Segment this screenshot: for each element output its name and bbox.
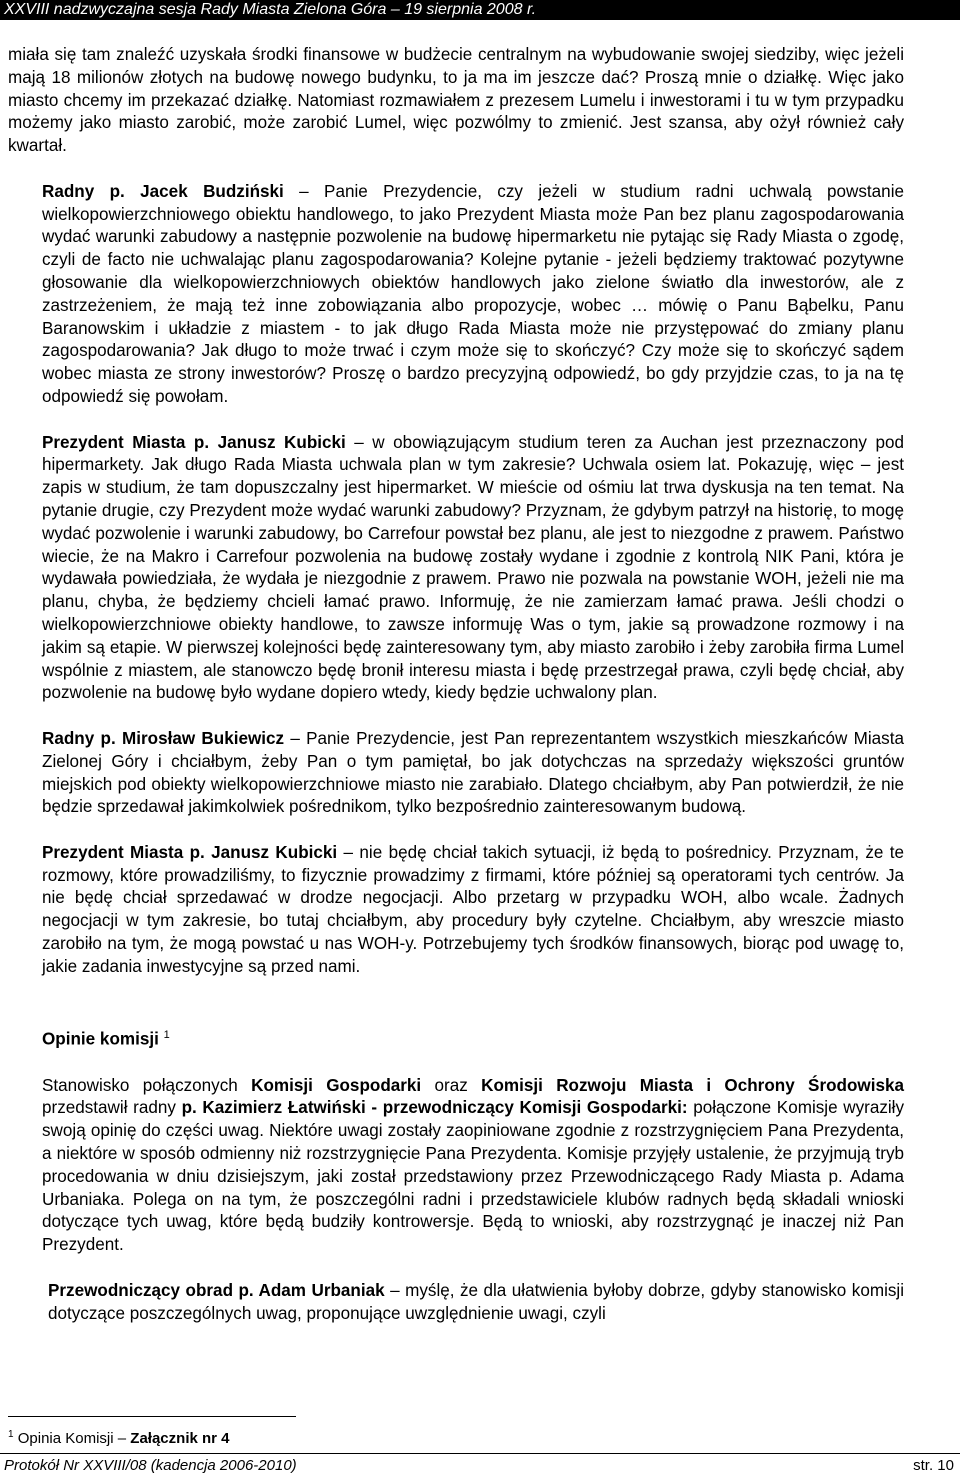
section-title: Opinie komisji: [42, 1029, 159, 1049]
paragraph-commission-opinion: [8, 1075, 904, 1257]
page-header: [0, 0, 960, 20]
text: oraz: [434, 1075, 468, 1095]
speaker-name: Prezydent Miasta p. Janusz Kubicki: [42, 432, 346, 452]
speaker-name: p. Kazimierz Łatwiński - przewodniczący Komisji Gospodarki:: [181, 1098, 688, 1118]
footnote-divider: [8, 1416, 296, 1417]
commission-name: Komisji Rozwoju Miasta i Ochrony Środowiska: [481, 1075, 904, 1095]
protocol-number: Protokół Nr XXVIII/08 (kadencja 2006-2010): [4, 1457, 297, 1474]
text: przedstawił radny: [42, 1098, 176, 1118]
page-number: str. 10: [913, 1457, 954, 1474]
speech-text: – w obowiązującym studium teren za Auchan jest przeznaczony pod hipermarkety. Jak długo Rada Miasta uchwala plan w tym zakresie? Uchwala osiem lat. Pokazuję, więc – jest zapis w studium, że tam dopuszczalny jest hipermarket. W mieście od ośmiu lat trwa dyskusja na ten temat. Na pytanie drugie, czy Prezydent może wydać warunki zabudowy? Przyznam, że gdybym patrzył na historię, to mogę wydać pozwolenie i warunki zabudowy, bo Carrefour powstał bez planu, ale jest to niezgodne z prawem. Państwo wiecie, że na Makro i Carrefour pozwolenia na budowę zostały wydane i zgodnie z kontrolą NIK Pani, która je wydawała powiedziała, że wydała je niezgodnie z prawem. Prawo nie pozwala na powstanie WOH, jeżeli nie ma planu, chyba, że będziemy chcieli łamać prawo. Informuję, że nie zamierzam łamać prawa. Jeśli chodzi o wielkopowierzchniowe obiekty handlowe, to zawsze informuję Was o tym, jakie są prowadzone rozmowy i na jakim są etapie. W pierwszej kolejności będę zainteresowany tym, aby miasto zarobiło i żeby zarobiła firma Lumel wspólnie z miastem, ale stanowczo będę bronił interesu miasta i będę przestrzegał prawa, czyli będę chciał, aby pozwolenie na budowę było wydane dopiero wtedy, kiedy będzie uchwalony plan.: [42, 432, 904, 703]
footnote-number: 1: [8, 1429, 14, 1440]
footnote-attachment: Załącznik nr 4: [130, 1430, 230, 1447]
page-footer: [4, 1456, 954, 1475]
speaker-name: Prezydent Miasta p. Janusz Kubicki: [42, 842, 338, 862]
speech-text: – Panie Prezydencie, czy jeżeli w studium radni uchwalą powstanie wielkopowierzchniowego obiektu handlowego, to jako Prezydent Miasta może Pan bez planu zagospodarowania wydać warunki zabudowy a następnie pozwolenie na budowę hipermarketu nie pytając się Rady Miasta o zgodę, czyli de facto nie uchwalając planu zagospodarowania? Kolejne pytanie - jeżeli będziemy traktować pozytywne głosowanie dla wielkopowierzchniowych obiektów handlowych jako zielone światło dla inwestorów, ale z zastrzeżeniem, że mają też inne zobowiązania albo propozycje, wobec … mówię o Panu Bąbelku, Panu Baranowskim i układzie z miastem - to jak długo Rada Miasta może nie przystępować do zmiany planu zagospodarowania? Jak długo to może trwać i czym może się to skończyć? Czy może się to skończyć sądem wobec miasta ze strony inwestorów? Proszę o bardzo precyzyjną odpowiedź, bo gdy przyjdzie czas, to ja na tę odpowiedź się powołam.: [42, 181, 904, 406]
document-body: [8, 44, 904, 1325]
paragraph-kubicki-1: [8, 432, 904, 706]
footer-divider: [0, 1453, 960, 1454]
section-heading: [8, 1024, 904, 1051]
speaker-name: Przewodniczący obrad p. Adam Urbaniak: [48, 1280, 385, 1300]
speech-text: – nie będę chciał takich sytuacji, iż będą to pośrednicy. Przyznam, że te rozmowy, które prowadziliśmy, to fizycznie prowadzimy z firmami, które później są operatorami tych centrów. Ja nie będę chciał sprzedawać w drodze negocjacji. Albo przetarg w przypadku WOH, albo wcale. Żadnych negocjacji w tym zakresie, bo tutaj chciałbym, aby procedury były czytelne. Chciałbym, aby wreszcie miasto zarobiło na tym, że mogą powstać u nas WOH-y. Potrzebujemy tych środków finansowych, biorąc pod uwagę to, jakie zadania inwestycyjne są przed nami.: [42, 842, 905, 976]
session-title: XXVIII nadzwyczajna sesja Rady Miasta Zielona Góra – 19 sierpnia 2008 r.: [4, 1, 537, 18]
paragraph-bukiewicz: [8, 728, 904, 819]
speech-text: połączone Komisje wyraziły swoją opinię do części uwag. Niektóre uwagi zostały zaopiniowane zgodnie z rozstrzygnięciem Pana Prezydenta, a niektóre w sposób odmienny niż rozstrzygnięcie Pana Prezydenta. Komisje przyjęły ustalenie, że przyjmują tryb procedowania w dniu dzisiejszym, jaki został przedstawiony przez Przewodniczącego Rady Miasta p. Adama Urbaniaka. Polega on na tym, że poszczególni radni i przedstawiciele klubów radnych będą składali wnioski dotyczące tych uwag, które będą budziły kontrowersje. Będą to wnioski, aby rozstrzygnąć je inaczej niż Pan Prezydent.: [42, 1098, 905, 1255]
footnote: [8, 1426, 230, 1448]
text: Stanowisko połączonych: [42, 1075, 238, 1095]
speaker-name: Radny p. Jacek Budziński: [42, 181, 284, 201]
speech-text: – myślę, że dla ułatwienia byłoby dobrze, gdyby stanowisko komisji dotyczące poszczególnych uwag, proponujące uwzględnienie uwagi, czyli: [48, 1280, 905, 1323]
commission-name: Komisji Gospodarki: [251, 1075, 422, 1095]
footnote-ref: 1: [163, 1029, 170, 1042]
speaker-name: Radny p. Mirosław Bukiewicz: [42, 728, 285, 748]
speech-text: – Panie Prezydencie, jest Pan reprezentantem wszystkich mieszkańców Miasta Zielonej Góry i chciałbym, żeby Pan o tym pamiętał, bo jak dotychczas na sprzedaży większości gruntów miejskich pod obiekty wielkopowierzchniowe miasto nie zarabiało. Dlatego chciałbym, aby Pan potwierdził, że nie będzie sprzedawał jakimkolwiek pośrednikom, tylko bezpośrednio zainteresowanym budową.: [42, 728, 904, 817]
footnote-text: Opinia Komisji –: [17, 1430, 127, 1447]
paragraph-kubicki-2: [8, 842, 904, 979]
paragraph-urbaniak: [8, 1280, 904, 1326]
paragraph: miała się tam znaleźć uzyskała środki finansowe w budżecie centralnym na wybudowanie swojej siedziby, więc jeżeli mają 18 milionów złotych na budowę nowego budynku, to ja ma im jeszcze dać? Proszą mnie o działkę. Więc jako miasto chcemy im przekazać działkę. Natomiast rozmawiałem z prezesem Lumelu i inwestorami i tu w tym przypadku możemy jako miasto zarobić, może zarobić Lumel, więc pozwólmy to zmienić. Jest szansa, aby ożył również cały kwartał.: [8, 45, 904, 156]
paragraph-budzinski: [8, 181, 904, 409]
